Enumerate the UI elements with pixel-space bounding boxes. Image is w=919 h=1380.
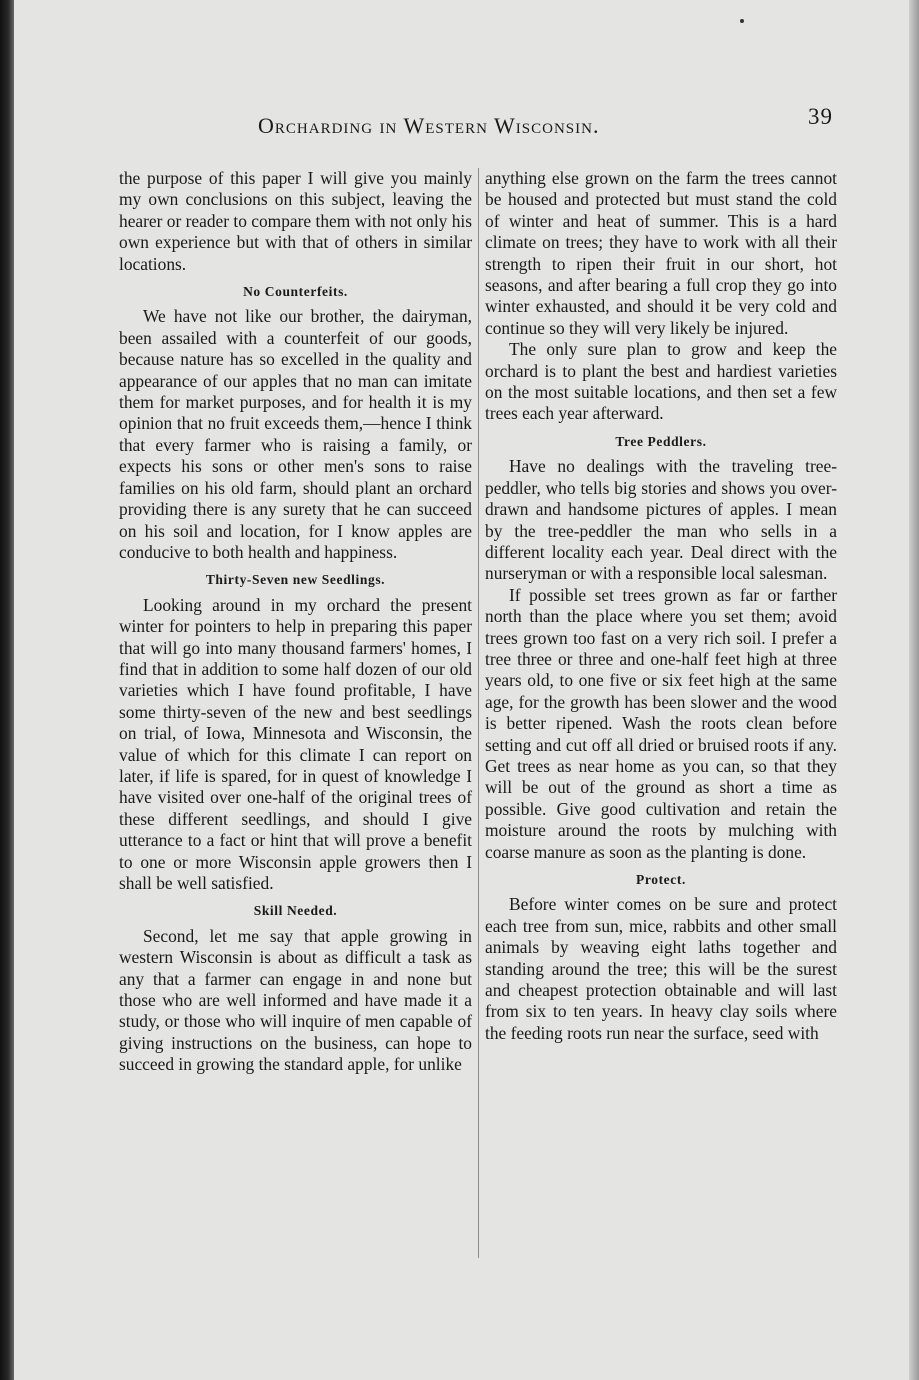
paragraph: Looking around in my orchard the present winter for pointers to help in preparing this paper that will go into many thousand farmers' homes, I find that in addition to some half dozen of our old varieties which I have found profitable, I have some thirty-seven of the new and best seedlings on trial, of Iowa, Minnesota and Wisconsin, the value of which for this climate I can report on later, if life is spared, for in quest of knowledge I have visited over one-half of the original trees of these different seedlings, and should I give utterance to a fact or hint that will prove a benefit to one or more Wisconsin apple growers then I shall be well satisfied.	[119, 594, 472, 893]
paragraph: Before winter comes on be sure and protect each tree from sun, mice, rabbits and other small animals by weaving eight laths together and standing around the tree; this will be the surest and cheapest protection obtainable and will last from six to ten years. In heavy clay soils where the feeding roots run near the surface, seed with	[485, 894, 837, 1043]
paragraph: If possible set trees grown as far or farther north than the place where you set them; avoid trees grown too fast on a very rich soil. I prefer a tree three or three and one-half feet high at three years old, to one five or six feet high at the same age, for the growth has been slower and the wood is better ripened. Wash the roots clean before setting and cut off all dried or bruised roots if any. Get trees as near home as you can, so that they will be out of the ground as short a time as possible. Give good cultivation and retain the moisture around the roots by mulching with coarse manure as soon as the planting is done.	[485, 584, 837, 862]
page-binding-edge	[0, 0, 14, 1380]
paragraph: We have not like our brother, the dairyman, been assailed with a counterfeit of our goods, because nature has so excelled in the quality and appearance of our apples that no man can imitate them for market purposes, and for health it is my opinion that no fruit exceeds them,—hence I think that every farmer who is raising a family, or expects his sons or other men's sons to raise families on his old farm, should plant an orchard providing there is any surety that he can succeed on his soil and location, for I know apples are conducive to both health and happiness.	[119, 306, 472, 562]
section-heading: No Counterfeits.	[243, 284, 348, 300]
paragraph: the purpose of this paper I will give you mainly my own conclusions on this subject, leaving the hearer or reader to compare them with not only his own experience but with that of others in similar locations.	[119, 168, 473, 274]
right-column	[485, 168, 837, 1044]
paragraph: anything else grown on the farm the trees cannot be housed and protected but must stand the cold of winter and heat of summer. This is a hard climate on trees; they have to work with all their strength to ripen their fruit in our short, hot seasons, and after bearing a full crop they go into winter exhausted, and should it be very cold and continue so they will very likely be injured.	[485, 168, 837, 338]
paragraph: Second, let me say that apple growing in western Wisconsin is about as difficult a task as any that a farmer can engage in and none but those who are well informed and have made it a study, or those who will inquire of men capable of giving instructions on the business, can hope to succeed in growing the standard apple, for unlike	[119, 925, 472, 1075]
section-heading: Protect.	[636, 872, 686, 887]
column-divider	[478, 168, 479, 1258]
paragraph: Have no dealings with the traveling tree-peddler, who tells big stories and shows you over-drawn and handsome pictures of apples. I mean by the tree-peddler the man who sells in a different locality each year. Deal direct with the nurseryman or with a responsible local salesman.	[485, 456, 837, 584]
section-heading: Thirty-Seven new Seedlings.	[205, 572, 386, 588]
page-outer-edge	[909, 0, 919, 1380]
running-title: Orcharding in Western Wisconsin.	[258, 113, 600, 138]
left-column	[119, 168, 472, 1076]
paragraph: The only sure plan to grow and keep the orchard is to plant the best and hardiest varieties on the most suitable locations, and then set a few trees each year afterward.	[485, 339, 837, 424]
section-heading: Skill Needed.	[253, 903, 338, 919]
print-speck	[740, 19, 744, 23]
page-number: 39	[808, 104, 833, 129]
section-heading: Tree Peddlers.	[615, 433, 707, 449]
